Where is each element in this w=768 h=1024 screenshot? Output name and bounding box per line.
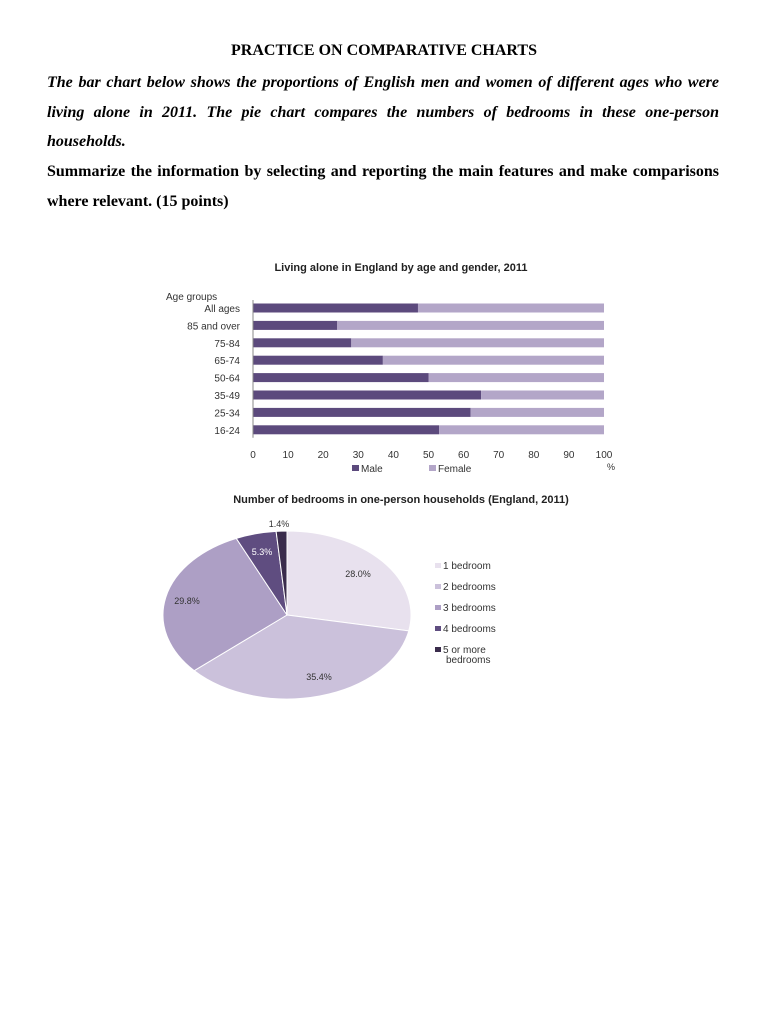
pie-legend-label: 5 or more [443,645,486,656]
pie-value-label: 35.4% [306,672,332,682]
bar-segment-male [253,408,471,417]
pie-legend-label: 4 bedrooms [443,624,496,635]
bar-category-label: 65-74 [214,356,240,368]
bar-y-axis-label: Age groups [166,292,218,303]
bar-segment-female [383,356,604,365]
bar-x-tick-label: 100 [595,450,613,461]
bar-segment-male [253,391,481,400]
bar-x-tick-label: 10 [282,450,294,461]
bar-segment-female [337,321,604,330]
pie-legend-swatch [435,605,441,610]
bar-category-label: 16-24 [214,425,240,437]
pie-value-label: 1.4% [268,519,290,529]
chart-description: The bar chart below shows the proportions of English men and women of different ages who were living alone in 2011. The pie chart compares the numbers of bedrooms in these one-person households. [47,74,719,150]
bar-segment-male [253,304,418,313]
legend-swatch-male [352,465,359,471]
bar-chart-title: Living alone in England by age and gender, 2011 [274,262,528,274]
bar-segment-female [351,338,604,347]
bar-x-axis-label: % [606,462,616,472]
bar-category-label: 25-34 [214,408,240,420]
bar-x-tick-label: 70 [493,450,505,461]
bar-segment-female [418,304,604,313]
bar-x-tick-label: 50 [422,450,435,461]
pie-legend-label: bedrooms [446,655,491,666]
pie-value-label: 29.8% [174,596,200,606]
legend-label-female: Female [438,464,472,475]
bar-segment-female [439,425,604,434]
bar-category-label: 35-49 [214,391,240,402]
pie-legend-label: 2 bedrooms [443,582,496,593]
pie-chart-title: Number of bedrooms in one-person households (England, 2011) [233,494,569,506]
pie-chart [150,488,630,708]
bar-x-tick-label: 30 [352,450,364,461]
pie-legend-swatch [435,584,441,589]
bar-x-tick-label: 40 [387,450,399,461]
bar-segment-female [429,373,605,382]
pie-legend-swatch [435,563,441,568]
bar-segment-female [481,391,604,400]
bar-segment-male [253,338,351,347]
bar-x-tick-label: 20 [317,450,329,461]
pie-value-label: 28.0% [345,569,371,579]
pie-legend-label: 3 bedrooms [443,603,496,614]
bar-category-label: 85 and over [187,321,240,333]
bar-segment-male [253,321,337,330]
bar-x-tick-label: 60 [458,450,470,461]
pie-legend-label: 1 bedroom [443,561,491,572]
bar-category-label: All ages [204,304,240,315]
pie-legend-swatch [435,626,441,631]
bar-segment-male [253,373,429,382]
pie-legend-swatch [435,647,441,652]
legend-swatch-female [429,465,436,471]
bar-segment-female [471,408,604,417]
bar-category-label: 50-64 [214,373,240,385]
page-title: PRACTICE ON COMPARATIVE CHARTS [231,42,537,59]
bar-category-label: 75-84 [214,338,240,350]
legend-label-male: Male [361,464,383,475]
bar-x-tick-label: 90 [563,450,575,461]
bar-x-tick-label: 80 [528,450,540,461]
pie-slice [287,531,411,631]
pie-value-label: 5.3% [251,547,273,557]
bar-segment-male [253,356,383,365]
task-instructions: Summarize the information by selecting and reporting the main features and make comparisons where relevant. (15 points) [47,163,719,210]
bar-x-tick-label: 0 [250,450,256,461]
bar-segment-male [253,425,439,434]
bar-chart [150,252,630,482]
